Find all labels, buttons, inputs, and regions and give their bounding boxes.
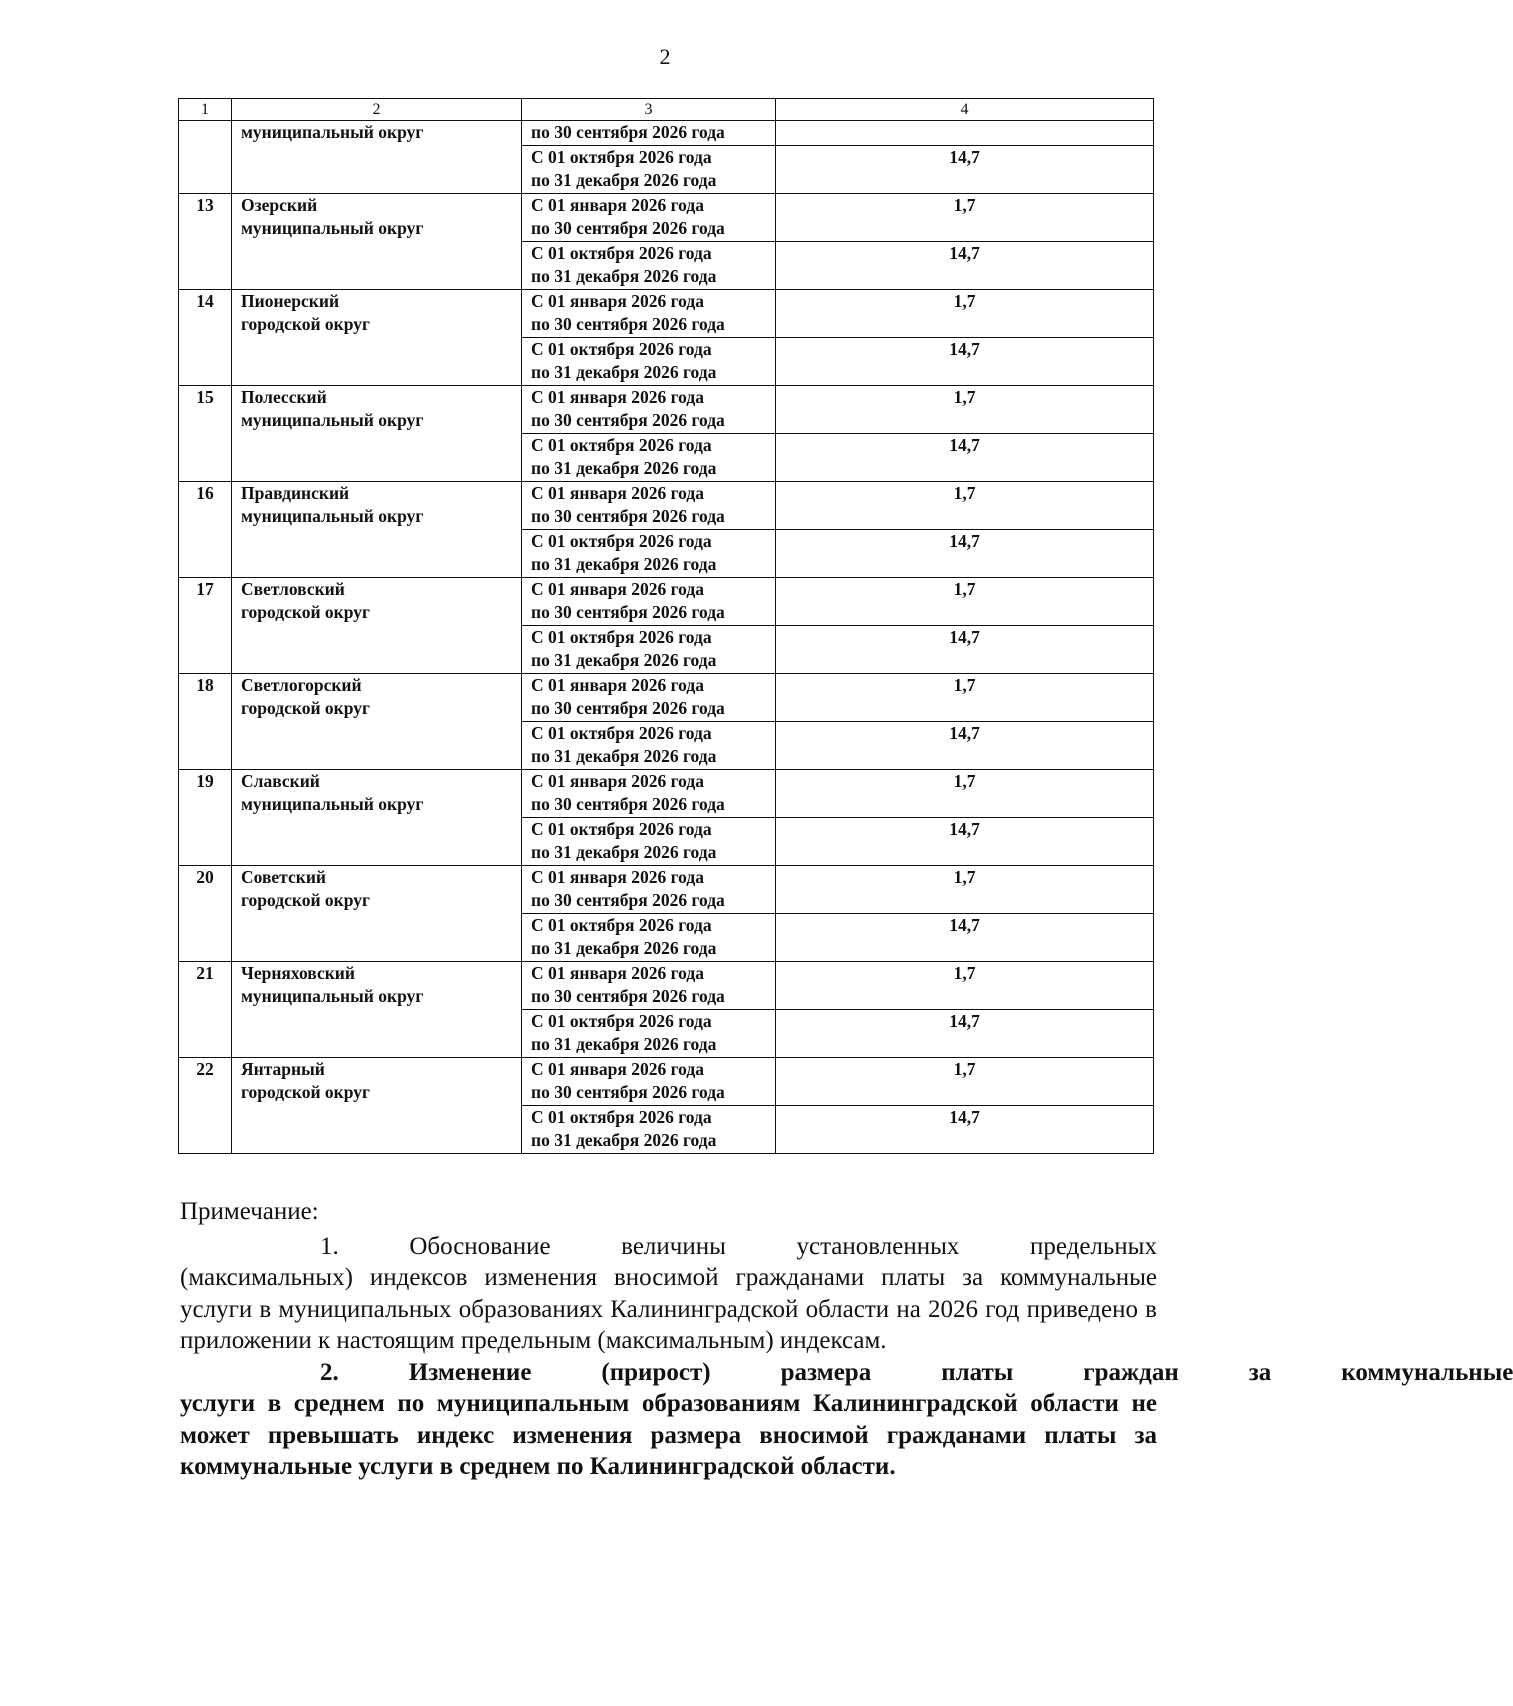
index-value-cell: [776, 121, 1154, 146]
period-line: С 01 января 2026 года: [531, 674, 704, 695]
note-paragraph-2-text: услуги в среднем по муниципальным образованиям Калининградской области не может превышать индекс изменения размера вносимой гражданами платы за коммунальные услуги в среднем по Калининградской области.: [180, 1390, 1157, 1480]
period-line: по 30 сентября 2026 года: [531, 698, 725, 718]
index-value-cell: 14,7: [776, 625, 1154, 673]
note-paragraph-1: [180, 1231, 1157, 1357]
period-line: по 31 декабря 2026 года: [531, 554, 717, 574]
municipality-name-line: Светловский: [241, 578, 345, 599]
period-cell: [522, 577, 776, 625]
row-number-cell: 13: [179, 193, 232, 289]
municipality-name-cell: [232, 961, 522, 1057]
municipality-name-cell: [232, 289, 522, 385]
note-paragraph-2: [180, 1357, 1513, 1483]
index-value-cell: 1,7: [776, 865, 1154, 913]
municipality-name-cell: [232, 385, 522, 481]
period-line: С 01 октября 2026 года: [531, 434, 712, 455]
note-word: размера: [780, 1358, 872, 1386]
header-cell: 2: [232, 99, 522, 121]
municipality-name-line: Пионерский: [241, 290, 340, 311]
index-value-cell: 14,7: [776, 1105, 1154, 1153]
period-line: С 01 января 2026 года: [531, 194, 704, 215]
period-line: по 30 сентября 2026 года: [531, 122, 725, 142]
header-cell: 1: [179, 99, 232, 121]
period-cell: [522, 1105, 776, 1153]
index-value-cell: 1,7: [776, 385, 1154, 433]
period-line: С 01 октября 2026 года: [531, 722, 712, 743]
row-number-cell: 20: [179, 865, 232, 961]
period-line: по 30 сентября 2026 года: [531, 1082, 725, 1102]
municipality-name-line: городской округ: [241, 890, 370, 910]
municipality-name-cell: [232, 193, 522, 289]
period-cell: [522, 337, 776, 385]
period-line: по 31 декабря 2026 года: [531, 650, 717, 670]
municipality-name-line: Янтарный: [241, 1058, 325, 1079]
period-line: С 01 октября 2026 года: [531, 626, 712, 647]
note-word: коммунальные: [1341, 1358, 1513, 1386]
municipality-name-cell: [232, 577, 522, 673]
period-cell: [522, 625, 776, 673]
note-word: величины: [621, 1232, 726, 1260]
index-value-cell: 14,7: [776, 721, 1154, 769]
municipality-name-cell: [232, 769, 522, 865]
period-cell: [522, 817, 776, 865]
period-cell: [522, 121, 776, 146]
index-value-cell: 1,7: [776, 481, 1154, 529]
period-cell: [522, 289, 776, 337]
municipality-name-line: городской округ: [241, 602, 370, 622]
period-line: по 30 сентября 2026 года: [531, 986, 725, 1006]
period-cell: [522, 241, 776, 289]
note-word: Обоснование: [409, 1232, 551, 1260]
period-cell: [522, 481, 776, 529]
period-cell: [522, 673, 776, 721]
row-number-cell: 21: [179, 961, 232, 1057]
period-line: С 01 января 2026 года: [531, 578, 704, 599]
period-line: по 31 декабря 2026 года: [531, 458, 717, 478]
note-word: платы: [941, 1358, 1014, 1386]
municipality-name-cell: [232, 865, 522, 961]
period-cell: [522, 145, 776, 193]
municipality-name-line: муниципальный округ: [241, 218, 424, 238]
municipality-name-line: Черняховский: [241, 962, 355, 983]
period-cell: [522, 433, 776, 481]
period-line: С 01 октября 2026 года: [531, 338, 712, 359]
municipality-name-line: городской округ: [241, 314, 370, 334]
row-number-cell: 18: [179, 673, 232, 769]
header-cell: 4: [776, 99, 1154, 121]
period-line: С 01 января 2026 года: [531, 770, 704, 791]
municipality-name-line: Озерский: [241, 194, 318, 215]
table-row: [179, 193, 1154, 241]
period-line: по 31 декабря 2026 года: [531, 1034, 717, 1054]
table-row: [179, 289, 1154, 337]
row-number-cell: 15: [179, 385, 232, 481]
row-number-cell: [179, 121, 232, 194]
note-section: [180, 1196, 1513, 1483]
period-line: С 01 октября 2026 года: [531, 914, 712, 935]
period-line: С 01 января 2026 года: [531, 386, 704, 407]
period-line: по 30 сентября 2026 года: [531, 506, 725, 526]
municipality-name-cell: [232, 481, 522, 577]
period-line: по 30 сентября 2026 года: [531, 218, 725, 238]
table-row: [179, 1057, 1154, 1105]
period-line: С 01 октября 2026 года: [531, 818, 712, 839]
period-line: по 31 декабря 2026 года: [531, 1130, 717, 1150]
index-value-cell: 1,7: [776, 961, 1154, 1009]
note-paragraph-2-first-line: [180, 1357, 1513, 1389]
period-line: С 01 октября 2026 года: [531, 1106, 712, 1127]
period-line: С 01 января 2026 года: [531, 866, 704, 887]
row-number-cell: 22: [179, 1057, 232, 1153]
period-line: по 31 декабря 2026 года: [531, 266, 717, 286]
row-number-cell: 17: [179, 577, 232, 673]
period-cell: [522, 721, 776, 769]
municipality-name-line: Советский: [241, 866, 326, 887]
period-cell: [522, 193, 776, 241]
note-word: (прирост): [601, 1358, 711, 1386]
municipality-name-line: Светлогорский: [241, 674, 362, 695]
tariff-index-table: [178, 98, 1154, 1154]
municipality-name-line: Славский: [241, 770, 320, 791]
note-word: 2.: [320, 1358, 339, 1386]
period-line: по 31 декабря 2026 года: [531, 746, 717, 766]
period-line: по 30 сентября 2026 года: [531, 602, 725, 622]
index-value-cell: 14,7: [776, 529, 1154, 577]
period-cell: [522, 1009, 776, 1057]
period-line: С 01 января 2026 года: [531, 962, 704, 983]
table-row: [179, 577, 1154, 625]
municipality-name-line: муниципальный округ: [241, 986, 424, 1006]
period-cell: [522, 913, 776, 961]
period-cell: [522, 529, 776, 577]
municipality-name-line: муниципальный округ: [241, 794, 424, 814]
index-value-cell: 1,7: [776, 673, 1154, 721]
index-value-cell: 14,7: [776, 145, 1154, 193]
row-number-cell: 16: [179, 481, 232, 577]
municipality-name-cell: [232, 121, 522, 194]
note-paragraph-1-first-line: [180, 1231, 1157, 1263]
period-line: С 01 января 2026 года: [531, 290, 704, 311]
page-number: 2: [659, 44, 671, 69]
municipality-name: муниципальный округ: [241, 122, 424, 142]
period-line: С 01 января 2026 года: [531, 482, 704, 503]
index-value-cell: 14,7: [776, 817, 1154, 865]
municipality-name-cell: [232, 673, 522, 769]
period-cell: [522, 961, 776, 1009]
table-row: [179, 865, 1154, 913]
table-row: [179, 769, 1154, 817]
municipality-name-line: муниципальный округ: [241, 410, 424, 430]
note-word: за: [1248, 1358, 1272, 1386]
index-value-cell: 14,7: [776, 1009, 1154, 1057]
index-value-cell: 1,7: [776, 193, 1154, 241]
index-value-cell: 14,7: [776, 241, 1154, 289]
period-cell: [522, 1057, 776, 1105]
table-row: [179, 385, 1154, 433]
period-line: С 01 октября 2026 года: [531, 530, 712, 551]
table-row: [179, 961, 1154, 1009]
index-value-cell: 14,7: [776, 337, 1154, 385]
period-line: по 31 декабря 2026 года: [531, 938, 717, 958]
note-word: установленных: [796, 1232, 960, 1260]
period-line: С 01 января 2026 года: [531, 1058, 704, 1079]
note-word: Изменение: [408, 1358, 532, 1386]
index-value-cell: 1,7: [776, 289, 1154, 337]
index-value-cell: 1,7: [776, 577, 1154, 625]
table-row: [179, 481, 1154, 529]
table-row: [179, 673, 1154, 721]
index-value-cell: 14,7: [776, 433, 1154, 481]
period-line: С 01 октября 2026 года: [531, 146, 712, 167]
row-number-cell: 14: [179, 289, 232, 385]
period-cell: [522, 385, 776, 433]
index-value-cell: 1,7: [776, 1057, 1154, 1105]
municipality-name-line: муниципальный округ: [241, 506, 424, 526]
period-cell: [522, 865, 776, 913]
note-title: Примечание:: [180, 1198, 319, 1225]
note-word: 1.: [320, 1232, 339, 1260]
period-line: по 31 декабря 2026 года: [531, 362, 717, 382]
row-number-cell: 19: [179, 769, 232, 865]
period-cell: [522, 769, 776, 817]
period-line: по 30 сентября 2026 года: [531, 794, 725, 814]
municipality-name-line: городской округ: [241, 1082, 370, 1102]
period-line: С 01 октября 2026 года: [531, 242, 712, 263]
period-line: по 30 сентября 2026 года: [531, 314, 725, 334]
period-line: по 30 сентября 2026 года: [531, 410, 725, 430]
municipality-name-line: Правдинский: [241, 482, 350, 503]
note-word: граждан: [1083, 1358, 1179, 1386]
index-value-cell: 1,7: [776, 769, 1154, 817]
table-header-row: [179, 99, 1154, 121]
period-line: по 31 декабря 2026 года: [531, 842, 717, 862]
period-line: С 01 октября 2026 года: [531, 1010, 712, 1031]
municipality-name-line: городской округ: [241, 698, 370, 718]
municipality-name-cell: [232, 1057, 522, 1153]
table-row: [179, 121, 1154, 146]
period-line: по 30 сентября 2026 года: [531, 890, 725, 910]
note-paragraph-1-text: (максимальных) индексов изменения вносимой гражданами платы за коммунальные услуги в муниципальных образованиях Калининградской области на 2026 год приведено в приложении к настоящим предельным (максимальным) индексам.: [180, 1264, 1157, 1354]
header-cell: 3: [522, 99, 776, 121]
note-word: предельных: [1029, 1232, 1157, 1260]
period-line: по 31 декабря 2026 года: [531, 170, 717, 190]
municipality-name-line: Полесский: [241, 386, 327, 407]
index-value-cell: 14,7: [776, 913, 1154, 961]
